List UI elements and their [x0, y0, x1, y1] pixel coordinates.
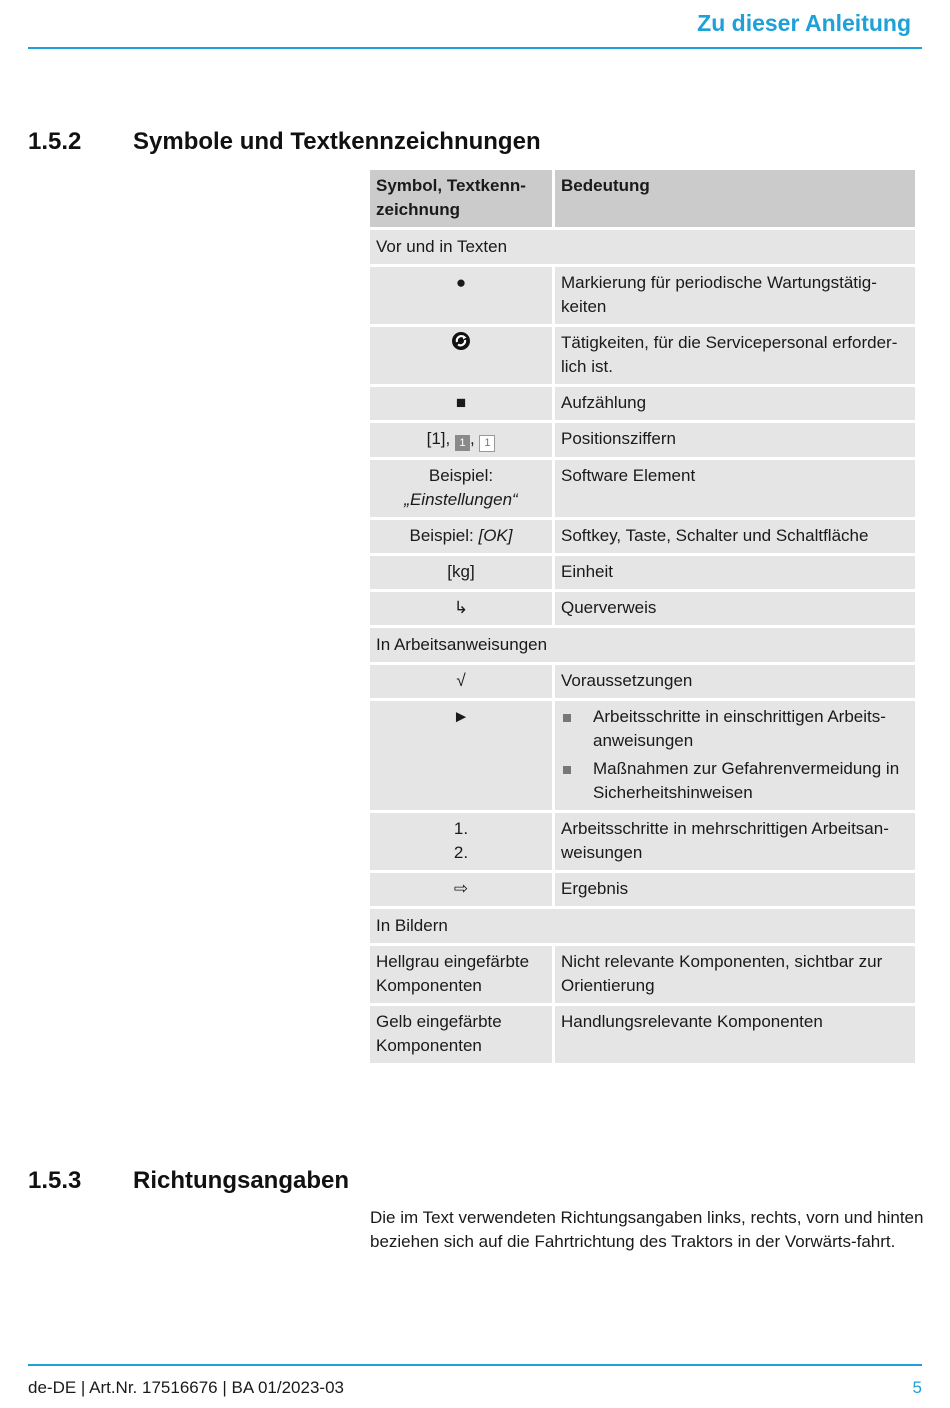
square-bullet-icon	[563, 766, 571, 774]
cross-reference-icon: ↳	[453, 598, 469, 617]
table-header-row	[370, 170, 915, 227]
meaning-cell: Querverweis	[555, 592, 915, 625]
table-row	[370, 267, 915, 324]
symbol-line-italic: „Einstellungen“	[404, 490, 518, 509]
step-number: 2.	[453, 843, 469, 862]
table-row	[370, 327, 915, 384]
meaning-cell: Einheit	[555, 556, 915, 589]
table-row	[370, 946, 915, 1003]
service-icon	[451, 336, 471, 355]
section-title: Symbole und Textkennzeichnungen	[133, 128, 541, 155]
prerequisite-check-icon: √	[456, 671, 466, 690]
group-label-work: In Arbeitsanweisungen	[370, 628, 915, 662]
softkey-example: [OK]	[478, 526, 513, 545]
step-number: 1.	[453, 819, 469, 838]
table-row	[370, 1006, 915, 1063]
table-row	[370, 813, 915, 870]
table-row	[370, 460, 915, 517]
position-number-symbols: [1], 1 , 1	[370, 423, 552, 457]
header-symbol: Symbol, Textkenn-zeichnung	[370, 170, 552, 227]
meaning-cell: Voraussetzungen	[555, 665, 915, 698]
meaning-cell	[555, 701, 915, 810]
table-row	[370, 387, 915, 420]
table-row	[370, 592, 915, 625]
footer-doc-info: de-DE | Art.Nr. 17516676 | BA 01/2023-03	[28, 1378, 344, 1397]
unit-symbol: [kg]	[370, 556, 552, 589]
table-row	[370, 665, 915, 698]
position-box-dark-icon: 1	[455, 435, 470, 451]
square-bullet-icon	[563, 714, 571, 722]
list-item: Maßnahmen zur Gefahrenvermeidung in Sicherheitshinweisen	[561, 757, 909, 805]
meaning-cell: Aufzählung	[555, 387, 915, 420]
symbol-cell: Hellgrau eingefärbte Komponenten	[370, 946, 552, 1003]
body-paragraph: Die im Text verwendeten Richtungsangaben links, rechts, vorn und hinten beziehen sich auf die Fahrtrichtung des Traktors in der Vorwärts-fahrt.	[370, 1208, 924, 1251]
header-meaning: Bedeutung	[555, 170, 915, 227]
meaning-cell: Markierung für periodische Wartungstätig-keiten	[555, 267, 915, 324]
meaning-cell: Ergebnis	[555, 873, 915, 906]
meaning-cell: Software Element	[555, 460, 915, 517]
footer-rule	[28, 1364, 922, 1366]
header-rule	[28, 47, 922, 49]
meaning-cell: Handlungsrelevante Komponenten	[555, 1006, 915, 1063]
symbols-table	[367, 167, 918, 1066]
table-row: Beispiel: [OK] Softkey, Taste, Schalter und Schaltfläche	[370, 520, 915, 553]
table-row	[370, 556, 915, 589]
symbol-line: Beispiel:	[428, 466, 494, 485]
group-label-texts: Vor und in Texten	[370, 230, 915, 264]
page-number: 5	[912, 1378, 922, 1397]
meaning-cell: Nicht relevante Komponenten, sichtbar zur Orientierung	[555, 946, 915, 1003]
meaning-bullet-list	[561, 705, 909, 805]
bullet-dot-icon: ●	[455, 273, 467, 292]
group-row	[370, 628, 915, 662]
list-item: Arbeitsschritte in einschrittigen Arbeits-anweisungen	[561, 705, 909, 753]
result-arrow-icon: ⇨	[453, 879, 469, 898]
table-row	[370, 873, 915, 906]
section-title: Richtungsangaben	[133, 1167, 350, 1194]
group-row	[370, 230, 915, 264]
group-row	[370, 909, 915, 943]
section-number: 1.5.2	[28, 128, 82, 155]
meaning-cell: Tätigkeiten, für die Servicepersonal erforder-lich ist.	[555, 327, 915, 384]
position-box-light-icon: 1	[479, 435, 495, 452]
meaning-cell: Softkey, Taste, Schalter und Schaltfläche	[555, 520, 915, 553]
meaning-cell: Positionsziffern	[555, 423, 915, 457]
square-bullet-icon: ■	[455, 393, 467, 412]
section-number: 1.5.3	[28, 1167, 82, 1194]
table-row	[370, 423, 915, 457]
symbol-cell: Gelb eingefärbte Komponenten	[370, 1006, 552, 1063]
action-triangle-icon: ►	[452, 707, 470, 726]
meaning-cell: Arbeitsschritte in mehrschrittigen Arbeitsan-weisungen	[555, 813, 915, 870]
running-header-title: Zu dieser Anleitung	[697, 10, 911, 36]
group-label-images: In Bildern	[370, 909, 915, 943]
table-row	[370, 701, 915, 810]
